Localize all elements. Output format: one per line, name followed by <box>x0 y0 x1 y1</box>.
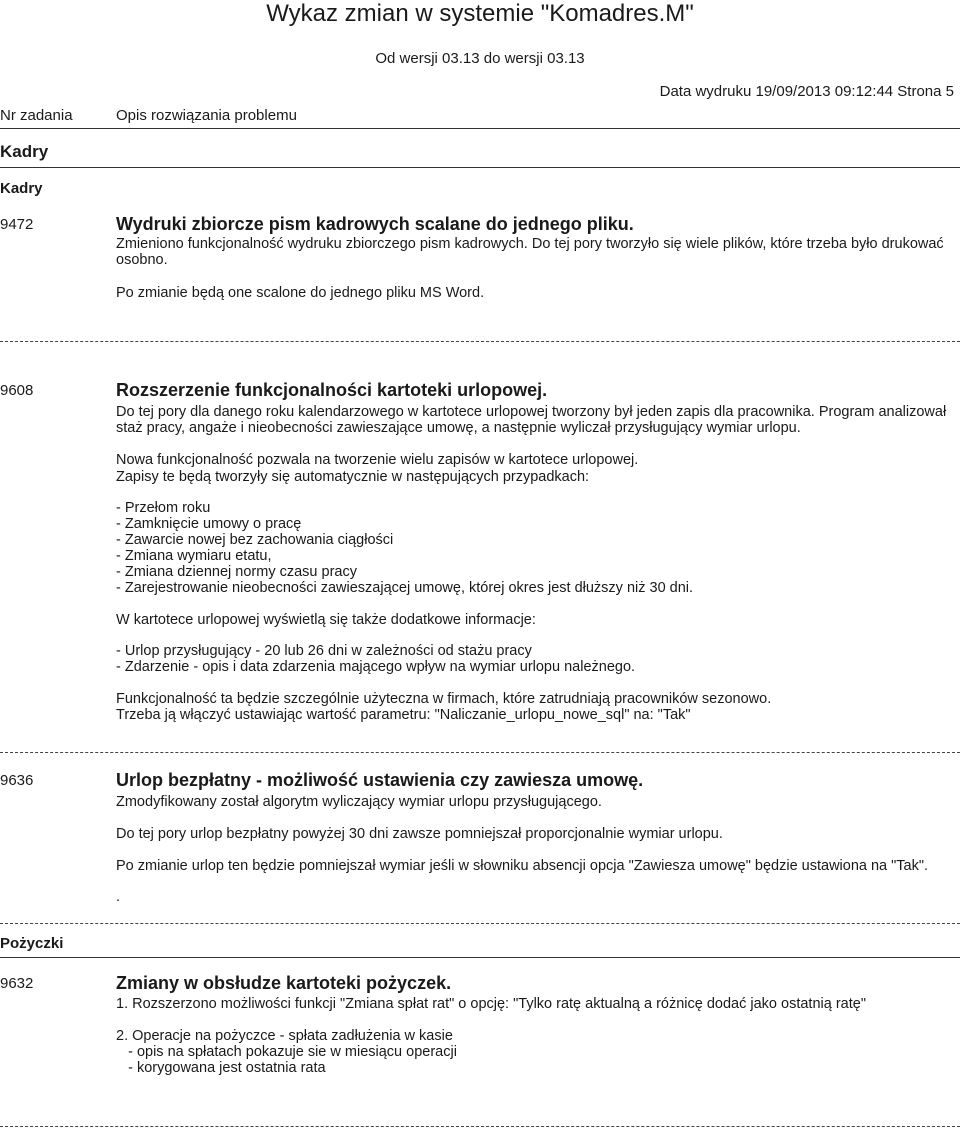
list-item: - Zmiana wymiaru etatu, <box>116 548 272 564</box>
list-item: - Zarejestrowanie nieobecności zawieszającej umowę, której okres jest dłuższy niż 30 dni. <box>116 580 694 596</box>
section-divider <box>0 167 960 168</box>
task-number: 9636 <box>0 772 34 789</box>
task-paragraph: Zmodyfikowany został algorytm wyliczający wymiar urlopu przysługującego. <box>116 794 602 810</box>
section-divider <box>0 957 960 958</box>
version-range: Od wersji 03.13 do wersji 03.13 <box>375 50 585 67</box>
list-item: - Zmiana dziennej normy czasu pracy <box>116 564 357 580</box>
column-header-description: Opis rozwiązania problemu <box>116 107 297 124</box>
task-paragraph: 1. Rozszerzono możliwości funkcji "Zmiana spłat rat" o opcję: "Tylko ratę aktualną a różnicę dodać jako ostatnią ratę" <box>116 996 866 1012</box>
task-paragraph: Do tej pory urlop bezpłatny powyżej 30 dni zawsze pomniejszał proporcjonalnie wymiar urlopu. <box>116 826 723 842</box>
task-paragraph: Funkcjonalność ta będzie szczególnie użyteczna w firmach, które zatrudniają pracowników sezonowo. <box>116 691 772 707</box>
task-paragraph: 2. Operacje na pożyczce - spłata zadłużenia w kasie <box>116 1028 453 1044</box>
task-paragraph: Po zmianie będą one scalone do jednego pliku MS Word. <box>116 285 485 301</box>
task-paragraph: W kartotece urlopowej wyświetlą się także dodatkowe informacje: <box>116 612 536 628</box>
task-paragraph: Trzeba ją włączyć ustawiając wartość parametru: "Naliczanie_urlopu_nowe_sql" na: "Tak" <box>116 707 691 723</box>
item-divider <box>0 1126 960 1127</box>
task-paragraph: Zapisy te będą tworzyły się automatycznie w następujących przypadkach: <box>116 469 590 485</box>
subsection-title-kadry: Kadry <box>0 180 43 197</box>
task-paragraph: Do tej pory dla danego roku kalendarzowego w kartotece urlopowej tworzony był jeden zapis dla pracownika. Program analizował staż pracy, angaże i nieobecności zawieszające umowę, a następnie wyliczał przysługujący wymiar urlopu. <box>116 404 947 436</box>
print-info: Data wydruku 19/09/2013 09:12:44 Strona 5 <box>659 83 954 100</box>
list-item: - Przełom roku <box>116 500 211 516</box>
task-paragraph: Nowa funkcjonalność pozwala na tworzenie wielu zapisów w kartotece urlopowej. <box>116 452 639 468</box>
task-heading: Urlop bezpłatny - możliwość ustawienia czy zawiesza umowę. <box>116 770 644 790</box>
header-divider <box>0 128 960 129</box>
task-number: 9632 <box>0 975 34 992</box>
item-divider <box>0 752 960 753</box>
list-item: - Zdarzenie - opis i data zdarzenia mającego wpływ na wymiar urlopu należnego. <box>116 659 636 675</box>
item-divider <box>0 923 960 924</box>
task-number: 9608 <box>0 382 34 399</box>
task-heading: Rozszerzenie funkcjonalności kartoteki urlopowej. <box>116 380 548 400</box>
list-item: - korygowana jest ostatnia rata <box>116 1060 326 1076</box>
document-title: Wykaz zmian w systemie "Komadres.M" <box>266 0 694 27</box>
section-title-kadry: Kadry <box>0 142 49 161</box>
list-item: - Zawarcie nowej bez zachowania ciągłości <box>116 532 394 548</box>
list-item: - Urlop przysługujący - 20 lub 26 dni w zależności od stażu pracy <box>116 643 532 659</box>
task-paragraph: Zmieniono funkcjonalność wydruku zbiorczego pism kadrowych. Do tej pory tworzyło się wiele plików, które trzeba było drukować osobno. <box>116 236 944 268</box>
task-heading: Wydruki zbiorcze pism kadrowych scalane do jednego pliku. <box>116 214 634 234</box>
task-paragraph: Po zmianie urlop ten będzie pomniejszał wymiar jeśli w słowniku absencji opcja "Zawiesza umowę" będzie ustawiona na "Tak". <box>116 858 929 874</box>
list-item: - Zamknięcie umowy o pracę <box>116 516 302 532</box>
task-paragraph: . <box>116 889 121 905</box>
task-number: 9472 <box>0 216 34 233</box>
task-heading: Zmiany w obsłudze kartoteki pożyczek. <box>116 973 452 993</box>
item-divider <box>0 341 960 342</box>
list-item: - opis na spłatach pokazuje sie w miesiącu operacji <box>116 1044 457 1060</box>
column-header-number: Nr zadania <box>0 107 73 124</box>
section-title-pozyczki: Pożyczki <box>0 935 64 952</box>
